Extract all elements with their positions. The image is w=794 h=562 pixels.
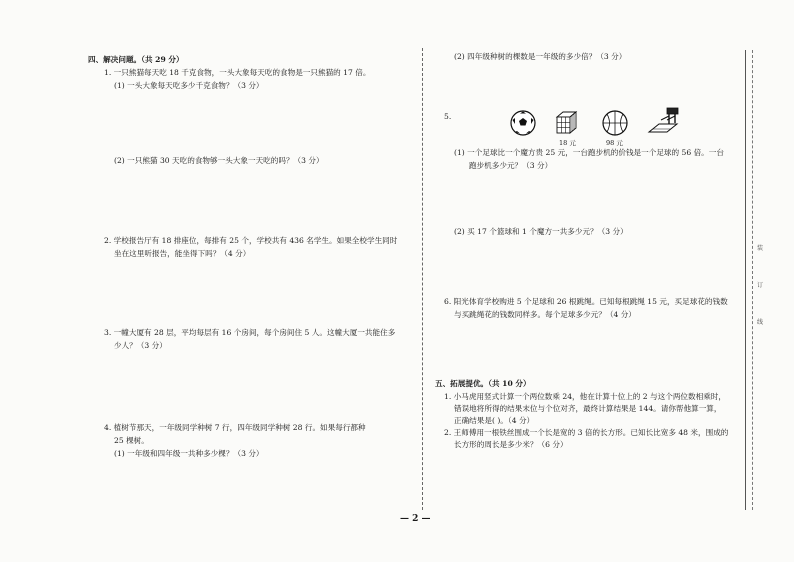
rubiks-cube-price: 18 元 bbox=[559, 139, 576, 147]
question-1-part-1: (1) 一头大象每天吃多少千克食物？（3 分） bbox=[114, 81, 264, 90]
extension-2-line-2: 长方形的周长是多少米？（6 分） bbox=[454, 440, 568, 449]
question-3-line-2: 少人？（3 分） bbox=[114, 341, 167, 350]
rubiks-cube-icon bbox=[554, 110, 580, 136]
question-4-part-2: (2) 四年级种树的棵数是一年级的多少倍？（3 分） bbox=[454, 52, 627, 61]
question-4-line-1: 4. 植树节那天，一年级同学种树 7 行，四年级同学种树 28 行。如果每行都种 bbox=[104, 423, 366, 432]
treadmill-icon bbox=[647, 106, 681, 136]
basketball-price: 98 元 bbox=[606, 139, 623, 147]
question-2-line-2: 坐在这里听报告，能坐得下吗？（4 分） bbox=[114, 249, 251, 258]
extension-1-line-2: 错误地将所得的结果末位与个位对齐，最终计算结果是 144。请你帮他算一算， bbox=[454, 404, 722, 413]
extension-2-line-1: 2. 王师傅用一根铁丝围成一个长是宽的 3 倍的长方形。已知长比宽多 48 米，围成的 bbox=[444, 428, 729, 437]
question-4-line-2: 25 棵树。 bbox=[114, 436, 149, 445]
soccer-ball-icon bbox=[510, 110, 536, 136]
question-4-part-1: (1) 一年级和四年级一共种多少棵？（3 分） bbox=[114, 449, 264, 458]
question-5-part-1-line-1: (1) 一个足球比一个魔方贵 25 元，一台跑步机的价钱是一个足球的 56 倍。一台 bbox=[454, 148, 724, 157]
section-4-title: 四、解决问题。（共 29 分） bbox=[88, 55, 184, 64]
column-divider bbox=[422, 48, 423, 510]
question-5-part-2: (2) 买 17 个篮球和 1 个魔方一共多少元？（3 分） bbox=[454, 227, 628, 236]
extension-1-line-1: 1. 小马虎用竖式计算一个两位数乘 24，他在计算十位上的 2 与这个两位数相乘时， bbox=[444, 392, 726, 401]
margin-mark-2: 订 bbox=[757, 282, 764, 289]
margin-mark-1: 装 bbox=[757, 245, 764, 252]
binding-margin-line bbox=[745, 50, 746, 510]
question-2-line-1: 2. 学校报告厅有 18 排座位，每排有 25 个，学校共有 436 名学生。如果全校学生同时 bbox=[104, 236, 398, 245]
question-1: 1. 一只熊猫每天吃 18 千克食物，一头大象每天吃的食物是一只熊猫的 17 倍。 bbox=[104, 68, 371, 77]
page-number: — 2 — bbox=[400, 514, 431, 524]
question-3-line-1: 3. 一幢大厦有 28 层，平均每层有 16 个房间，每个房间住 5 人。这幢大厦一共能住多 bbox=[104, 328, 396, 337]
extension-1-line-3: 正确结果是( )。（4 分） bbox=[454, 416, 535, 425]
margin-mark-3: 线 bbox=[757, 319, 764, 326]
binding-margin-dashed-line bbox=[752, 50, 753, 510]
question-5-number: 5. bbox=[444, 112, 452, 121]
basketball-icon bbox=[602, 110, 628, 136]
section-5-title: 五、拓展提优。（共 10 分） bbox=[435, 379, 531, 388]
question-5-part-1-line-2: 跑步机多少元？（3 分） bbox=[469, 161, 553, 170]
question-1-part-2: (2) 一只熊猫 30 天吃的食物够一头大象一天吃的吗？（3 分） bbox=[114, 156, 324, 165]
question-6-line-2: 与买跳绳花的钱数同样多。每个足球多少元？（4 分） bbox=[454, 310, 636, 319]
question-6-line-1: 6. 阳光体育学校购进 5 个足球和 26 根跳绳。已知每根跳绳 15 元，买足球花的钱数 bbox=[444, 297, 728, 306]
